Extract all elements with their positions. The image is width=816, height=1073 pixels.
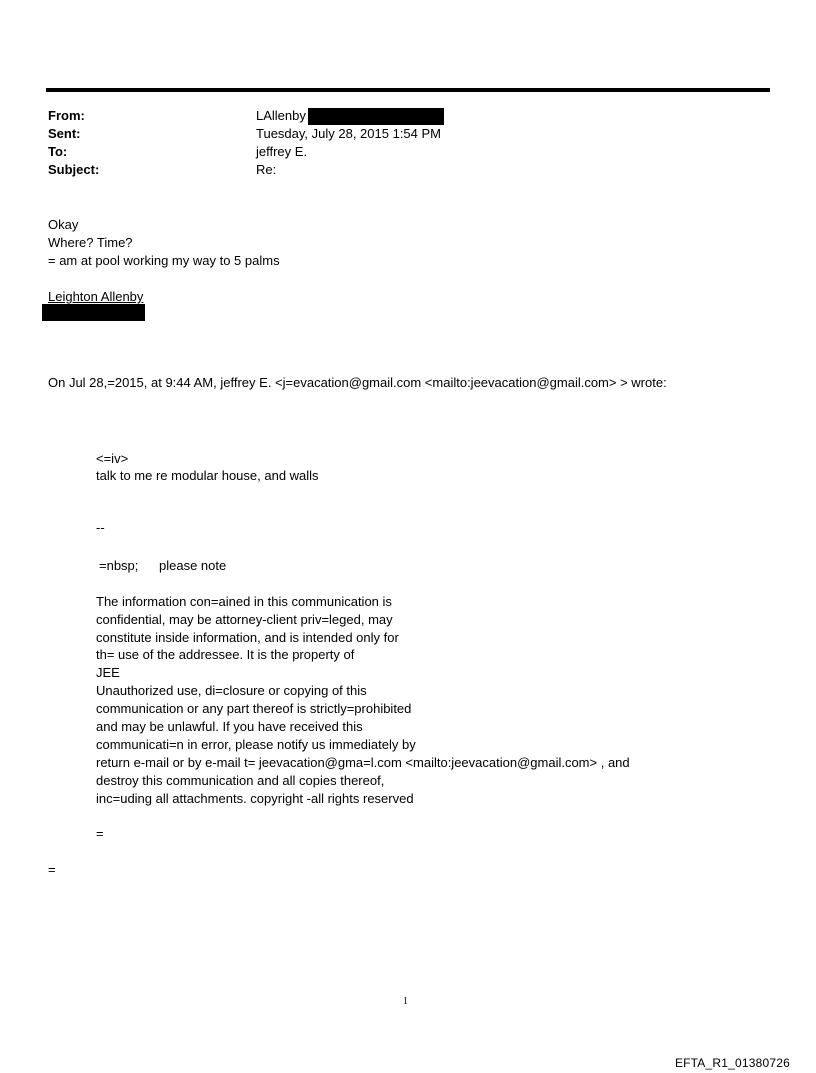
page-number: 1 [403, 996, 408, 1007]
to-label: To: [48, 144, 68, 159]
reply-line-3: = am at pool working my way to 5 palms [48, 253, 280, 268]
disclaimer-line: th= use of the addressee. It is the property of [96, 647, 355, 662]
header-rule [46, 88, 770, 92]
quote-equals-inner: = [96, 826, 104, 841]
please-note: please note [159, 558, 227, 573]
quote-message: talk to me re modular house, and walls [96, 468, 319, 483]
disclaimer-line: return e-mail or by e-mail t= jeevacation@gma=l.com <mailto:jeevacation@gmail.com> , and [96, 755, 630, 770]
signature-redaction-bar [42, 304, 145, 321]
quote-attribution: On Jul 28,=2015, at 9:44 AM, jeffrey E. <j=evacation@gmail.com <mailto:jeevacation@gmail.com> > wrote: [48, 375, 667, 390]
quote-div-tag: <=iv> [96, 451, 129, 466]
redaction-bar [308, 108, 444, 125]
disclaimer-line: destroy this communication and all copies thereof, [96, 773, 385, 788]
sent-label: Sent: [48, 126, 81, 141]
from-value [256, 107, 444, 125]
disclaimer-line: JEE [96, 665, 120, 680]
quote-separator: -- [96, 520, 105, 535]
bates-number: EFTA_R1_01380726 [674, 1056, 790, 1070]
disclaimer-line: confidential, may be attorney-client priv=leged, may [96, 612, 393, 627]
reply-line-1: Okay [48, 217, 79, 232]
disclaimer-line: and may be unlawful. If you have received this [96, 719, 363, 734]
disclaimer-line: constitute inside information, and is intended only for [96, 630, 399, 645]
subject-value: Re: [256, 162, 277, 177]
subject-label: Subject: [48, 162, 100, 177]
disclaimer-line: inc=uding all attachments. copyright -all rights reserved [96, 791, 414, 806]
disclaimer-line: Unauthorized use, di=closure or copying of this [96, 683, 367, 698]
from-name: LAllenby [256, 108, 306, 123]
quote-equals-outer: = [48, 862, 56, 877]
nbsp-prefix: =nbsp; [99, 558, 139, 573]
from-label: From: [48, 108, 85, 123]
disclaimer-line: The information con=ained in this communication is [96, 594, 392, 609]
disclaimer-line: communication or any part thereof is strictly=prohibited [96, 701, 412, 716]
to-value: jeffrey E. [256, 144, 308, 159]
sent-value: Tuesday, July 28, 2015 1:54 PM [256, 126, 441, 141]
signature-name: Leighton Allenby [48, 289, 144, 304]
reply-line-2: Where? Time? [48, 235, 133, 250]
disclaimer-line: communicati=n in error, please notify us immediately by [96, 737, 416, 752]
